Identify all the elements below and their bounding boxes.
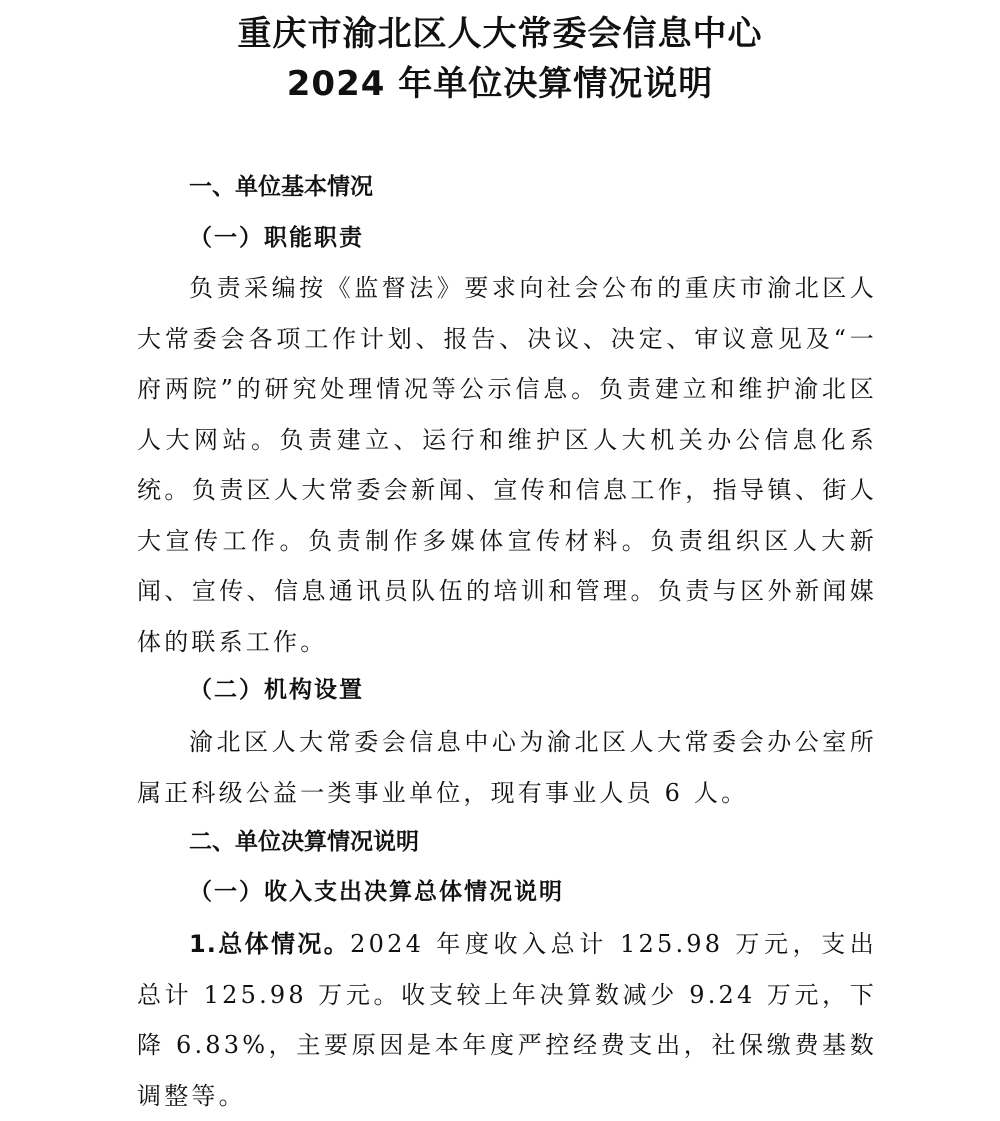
section2-heading: 二、单位决算情况说明 <box>189 829 419 855</box>
section1-sub2-heading: （二）机构设置 <box>189 676 364 703</box>
section2-sub1-paragraph <box>137 919 877 1121</box>
section1-sub2-paragraph: 渝北区人大常委会信息中心为渝北区人大常委会办公室所属正科级公益一类事业单位，现有事业人员 6 人。 <box>137 728 877 807</box>
document-title-line1: 重庆市渝北区人大常委会信息中心 <box>237 14 763 54</box>
section2-sub1-heading: （一）收入支出决算总体情况说明 <box>189 878 564 905</box>
section1-sub1-paragraph: 负责采编按《监督法》要求向社会公布的重庆市渝北区人大常委会各项工作计划、报告、决议、决定、审议意见及“一府两院”的研究处理情况等公示信息。负责建立和维护渝北区人大网站。负责建立、运行和维护区人大机关办公信息化系统。负责区人大常委会新闻、宣传和信息工作，指导镇、街人大宣传工作。负责制作多媒体宣传材料。负责组织区人大新闻、宣传、信息通讯员队伍的培训和管理。负责与区外新闻媒体的联系工作。 <box>137 274 877 656</box>
section1-sub1-heading: （一）职能职责 <box>189 224 364 251</box>
document-title-line2: 2024 年单位决算情况说明 <box>286 64 714 104</box>
overall-lead: 1.总体情况。 <box>189 930 351 958</box>
overall-text: 2024 年度收入总计 125.98 万元，支出总计 125.98 万元。收支较上年决算数减少 9.24 万元，下降 6.83%，主要原因是本年度严控经费支出，社保缴费基数调整等。 <box>137 930 877 1110</box>
section1-heading: 一、单位基本情况 <box>189 174 373 200</box>
